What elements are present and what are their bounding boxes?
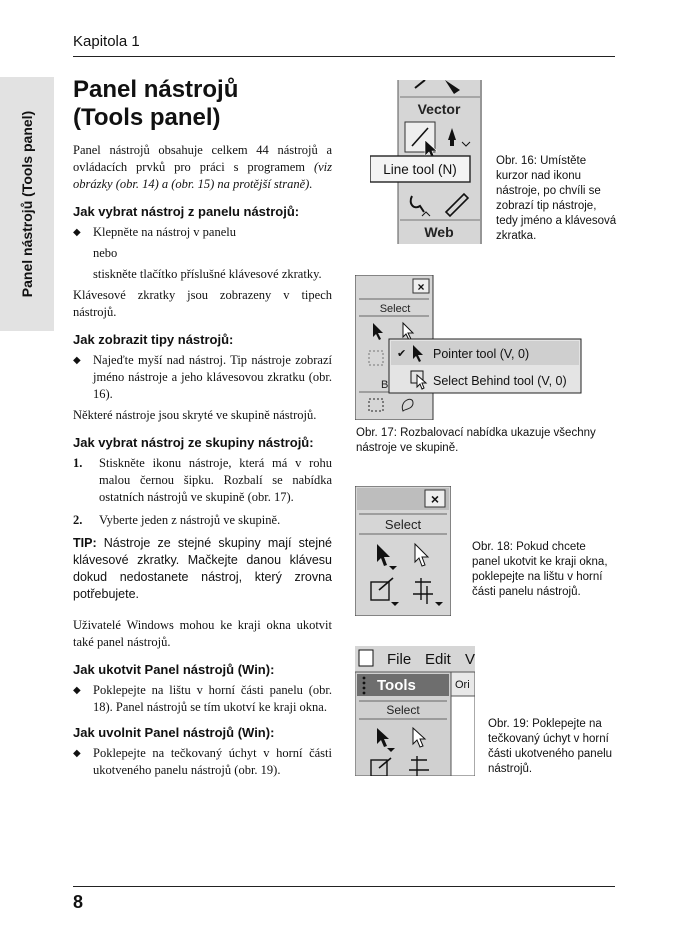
section5-bullet	[73, 745, 332, 779]
diamond-bullet-icon: ◆	[73, 685, 81, 696]
section1-note: Klávesové zkratky jsou zobrazeny v tipech nástrojů.	[73, 288, 332, 319]
page-title-line1: Panel nástrojů	[73, 76, 239, 103]
section4-bullet	[73, 682, 332, 716]
section3-step-2	[73, 512, 332, 529]
tip-label: TIP:	[73, 536, 97, 550]
vector-label: Vector	[417, 101, 461, 117]
section1-heading: Jak vybrat nástroj z panelu nástrojů:	[73, 204, 300, 219]
chapter-header: Kapitola 1	[73, 33, 140, 50]
step-text: Stiskněte ikonu nástroje, která má v rohu malou černou šipku. Rozbalí se nabídka ostatních nástrojů ve skupině (obr. 17).	[99, 456, 332, 504]
figure-18	[355, 486, 451, 616]
figure-19	[355, 646, 475, 776]
fig16-caption-text: Umístěte kurzor nad ikonu nástroje, po chvíli se zobrazí	[496, 155, 601, 212]
close-icon[interactable]: ×	[430, 491, 440, 507]
figure-18-screenshot	[355, 486, 451, 616]
section1-bullet	[73, 224, 332, 241]
side-tab-label: Panel nástrojů (Tools panel)	[19, 110, 35, 298]
check-icon: ✔	[397, 347, 407, 360]
diamond-bullet-icon: ◆	[73, 355, 81, 366]
ori-tab[interactable]: Ori	[455, 679, 470, 691]
page-number: 8	[73, 892, 84, 912]
windows-note: Uživatelé Windows mohou ke kraji okna ukotvit také panel nástrojů.	[73, 618, 332, 649]
select-label: Select	[379, 303, 411, 315]
web-label: Web	[424, 224, 454, 240]
header-rule	[73, 56, 615, 57]
menu-file[interactable]: File	[387, 651, 412, 668]
diamond-bullet-icon: ◆	[73, 227, 81, 238]
figure-17	[355, 275, 583, 420]
fig18-caption-number: Obr. 18:	[472, 541, 513, 553]
figure-16-screenshot	[370, 80, 482, 244]
select-label: Select	[384, 517, 422, 532]
section3-heading: Jak vybrat nástroj ze skupiny nástrojů:	[73, 435, 314, 450]
figure-16	[370, 80, 482, 244]
section4-bullet-text: Poklepejte na lištu v horní části panelu (obr. 18). Panel nástrojů se tím ukotví ke kraji okna.	[93, 683, 332, 714]
section4-heading: Jak ukotvit Panel nástrojů (Win):	[73, 662, 275, 677]
fig16-caption-text-end: , tedy jméno a klávesová zkratka.	[496, 200, 617, 242]
figure-16-caption	[496, 154, 618, 244]
section2-bullet	[73, 352, 332, 403]
menu-edit[interactable]: Edit	[425, 651, 451, 668]
tip-text: Nástroje ze stejné skupiny mají stejné klávesové zkratky. Mačkejte danou klávesu dokud nedostanete nástroj, který zrovna potřebujete.	[73, 536, 332, 601]
section2-note: Některé nástroje jsou skryté ve skupině nástrojů.	[73, 408, 317, 422]
figure-17-screenshot	[355, 275, 583, 420]
line-tool-tooltip: Line tool (N)	[383, 162, 457, 177]
fig17-caption-number: Obr. 17:	[356, 427, 401, 439]
fig19-caption-end: v horní části ukotveného panelu nástrojů.	[488, 733, 613, 775]
tools-title: Tools	[377, 677, 416, 694]
fig18-caption-end: .	[577, 586, 581, 598]
section2-heading: Jak zobrazit tipy nástrojů:	[73, 332, 234, 347]
b-label: B	[381, 379, 389, 391]
diamond-bullet-icon: ◆	[73, 748, 81, 759]
section5-bullet-text: Poklepejte na tečkovaný úchyt v horní části ukotveného panelu nástrojů (obr. 19).	[93, 746, 332, 777]
intro-paragraph	[73, 142, 332, 193]
fig19-caption-text: Poklepejte na	[528, 718, 602, 730]
fig18-caption-text: Pokud chcete panel ukotvit ke kraji okna, poklepejte na	[472, 541, 608, 583]
tip-box	[73, 535, 332, 603]
step-number: 1.	[73, 456, 83, 470]
close-icon[interactable]: ×	[417, 280, 425, 294]
section1-bullet-text: Klepněte na nástroj v panelu	[93, 225, 237, 239]
footer-rule	[73, 886, 615, 887]
fig16-caption-number: Obr. 16:	[496, 155, 537, 167]
menu-view[interactable]: V	[465, 651, 475, 668]
fig19-caption-highlight: tečkovaný úchyt	[488, 733, 571, 745]
page-title-line2: (Tools panel)	[73, 104, 221, 131]
fig18-caption-highlight: lištu v horní části panelu nástrojů	[472, 571, 603, 598]
main-text-column	[73, 76, 332, 783]
fig17-caption-highlight: Rozbalovací nabídka	[400, 427, 508, 439]
figure-19-screenshot	[355, 646, 475, 776]
section2-bullet-text: Najeďte myší nad nástroj. Tip nástroje zobrazí jméno nástroje a jeho klávesovou zkratku (obr. 16).	[93, 353, 332, 401]
figure-19-caption	[488, 717, 618, 777]
section5-heading: Jak uvolnit Panel nástrojů (Win):	[73, 725, 275, 740]
section1-or: nebo	[93, 246, 118, 260]
intro-italic: (viz obrázky (obr. 14) a (obr. 15) na protější straně).	[73, 160, 332, 191]
section3-step-1	[73, 455, 332, 506]
fig19-caption-number: Obr. 19:	[488, 718, 529, 730]
section1-alt: stiskněte tlačítko příslušné klávesové zkratky.	[93, 267, 322, 281]
page-title	[73, 76, 332, 132]
fig17-caption-text: ukazuje všechny nástroje ve skupině.	[356, 427, 596, 454]
step-text: Vyberte jeden z nástrojů ve skupině.	[99, 513, 281, 527]
figure-17-caption	[356, 426, 626, 456]
figure-18-caption	[472, 540, 612, 600]
fig16-caption-highlight: tip nástroje	[536, 200, 594, 212]
intro-text: Panel nástrojů obsahuje celkem 44 nástrojů a ovládacích prvků pro práci s programem	[73, 143, 332, 174]
menu-item-select-behind-tool[interactable]: Select Behind tool (V, 0)	[433, 374, 567, 388]
select-label: Select	[386, 703, 420, 717]
menu-item-pointer-tool[interactable]: Pointer tool (V, 0)	[433, 347, 530, 361]
step-number: 2.	[73, 513, 83, 527]
